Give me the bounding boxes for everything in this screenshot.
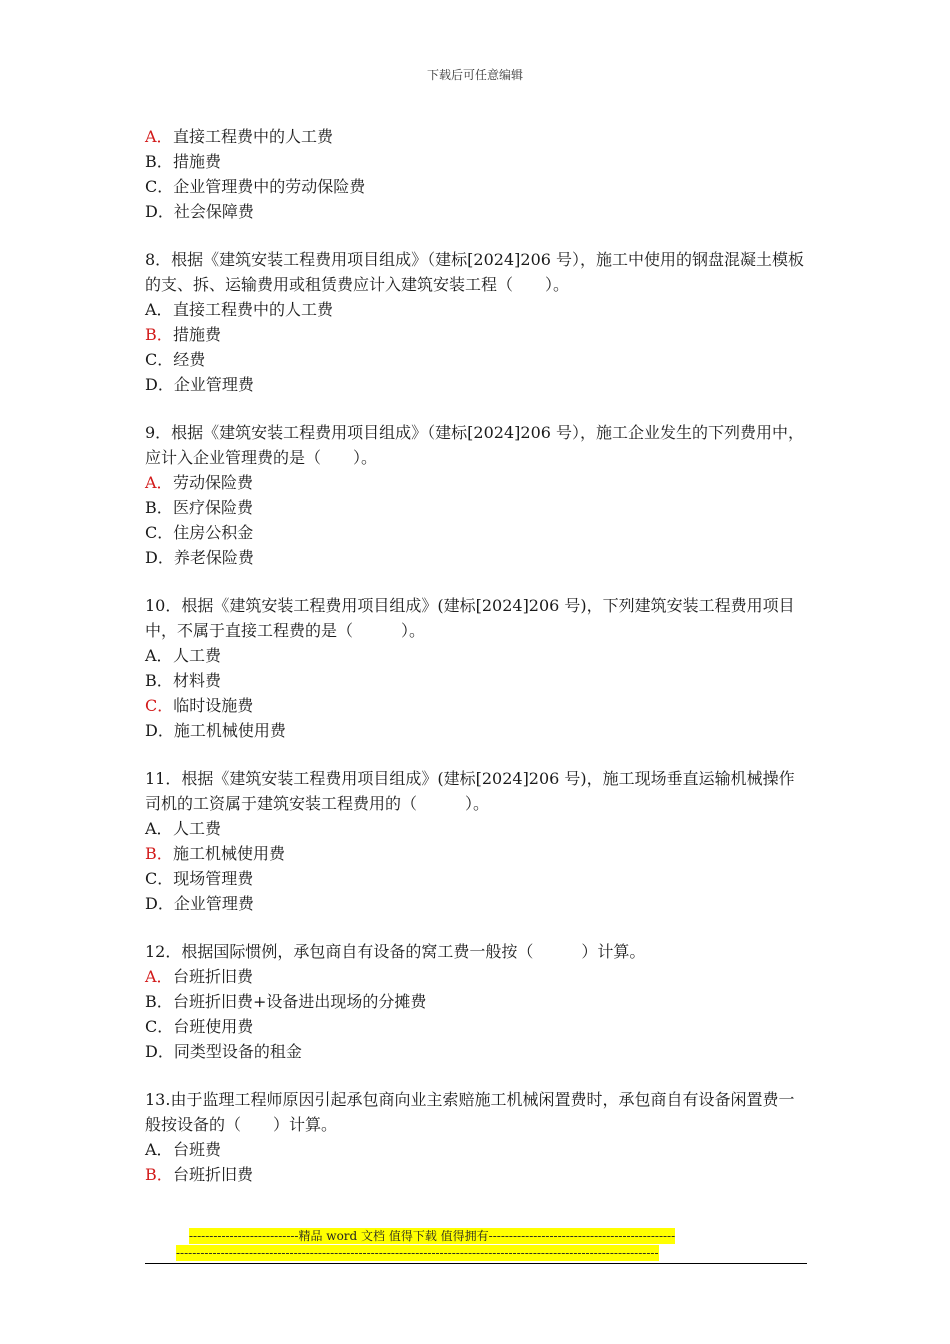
option-c — [145, 174, 807, 199]
option-text: 住房公积金 — [173, 523, 254, 542]
option-letter: B． — [145, 671, 173, 690]
footer-banner-line-2: ----------------------------------------------------------------------------------------------------------------------- — [176, 1246, 659, 1260]
option-b — [145, 1162, 807, 1187]
option-d — [145, 372, 807, 397]
option-text: 现场管理费 — [173, 869, 254, 888]
option-text: 经费 — [173, 350, 206, 369]
option-text: 台班折旧费 — [173, 967, 254, 986]
option-letter: B． — [145, 152, 173, 171]
footer-divider — [145, 1263, 807, 1264]
option-text: 社会保障费 — [173, 202, 254, 221]
option-text: 劳动保险费 — [173, 473, 254, 492]
option-text: 台班折旧费+设备进出现场的分摊费 — [173, 992, 427, 1011]
option-text: 同类型设备的租金 — [173, 1042, 302, 1061]
question-8 — [145, 247, 807, 397]
option-letter: D． — [145, 548, 174, 567]
option-text: 施工机械使用费 — [173, 721, 286, 740]
question-9 — [145, 420, 807, 570]
option-text: 台班折旧费 — [173, 1165, 254, 1184]
question-stem: 9．根据《建筑安装工程费用项目组成》（建标[2024]206 号），施工企业发生的下列费用中，应计入企业管理费的是（ ）。 — [145, 423, 805, 467]
option-letter: B． — [145, 325, 173, 344]
option-letter: C． — [145, 1017, 174, 1036]
option-b — [145, 668, 807, 693]
option-letter: A． — [145, 127, 173, 146]
option-b — [145, 149, 807, 174]
option-letter: D． — [145, 721, 174, 740]
option-c — [145, 1014, 807, 1039]
option-text: 人工费 — [173, 819, 222, 838]
option-letter: C． — [145, 523, 174, 542]
option-text: 医疗保险费 — [173, 498, 254, 517]
option-text: 人工费 — [173, 646, 222, 665]
option-text: 企业管理费 — [173, 894, 254, 913]
option-c — [145, 520, 807, 545]
option-d — [145, 1039, 807, 1064]
question-11 — [145, 766, 807, 916]
option-text: 台班使用费 — [173, 1017, 254, 1036]
option-a — [145, 470, 807, 495]
option-b — [145, 841, 807, 866]
option-a — [145, 816, 807, 841]
option-d — [145, 891, 807, 916]
option-letter: A． — [145, 967, 173, 986]
option-letter: C． — [145, 869, 174, 888]
option-text: 材料费 — [173, 671, 222, 690]
option-a — [145, 124, 807, 149]
option-letter: B． — [145, 992, 173, 1011]
question-13 — [145, 1087, 807, 1187]
question-stem: 8．根据《建筑安装工程费用项目组成》（建标[2024]206 号），施工中使用的钢盘混凝土模板的支、拆、运输费用或租赁费应计入建筑安装工程（ ）。 — [145, 250, 805, 294]
option-a — [145, 964, 807, 989]
option-text: 企业管理费中的劳动保险费 — [173, 177, 366, 196]
question-stem: 10．根据《建筑安装工程费用项目组成》(建标[2024]206 号)，下列建筑安装工程费用项目中，不属于直接工程费的是（ ）。 — [145, 596, 795, 640]
question-stem: 11．根据《建筑安装工程费用项目组成》(建标[2024]206 号)，施工现场垂直运输机械操作司机的工资属于建筑安装工程费用的（ ）。 — [145, 769, 795, 813]
option-letter: A． — [145, 473, 173, 492]
option-text: 临时设施费 — [173, 696, 254, 715]
option-letter: D． — [145, 202, 174, 221]
option-b — [145, 322, 807, 347]
option-letter: C． — [145, 696, 174, 715]
option-letter: A． — [145, 1140, 173, 1159]
option-letter: A． — [145, 300, 173, 319]
option-letter: A． — [145, 646, 173, 665]
option-d — [145, 545, 807, 570]
option-d — [145, 199, 807, 224]
option-letter: D． — [145, 375, 174, 394]
option-c — [145, 693, 807, 718]
option-text: 措施费 — [173, 325, 222, 344]
option-letter: B． — [145, 498, 173, 517]
option-letter: C． — [145, 177, 174, 196]
option-text: 措施费 — [173, 152, 222, 171]
option-letter: C． — [145, 350, 174, 369]
question-10 — [145, 593, 807, 743]
option-letter: D． — [145, 894, 174, 913]
option-d — [145, 718, 807, 743]
option-b — [145, 495, 807, 520]
option-c — [145, 866, 807, 891]
option-letter: A． — [145, 819, 173, 838]
question-stem: 12．根据国际惯例，承包商自有设备的窝工费一般按（ ）计算。 — [145, 942, 646, 961]
option-letter: B． — [145, 844, 173, 863]
option-c — [145, 347, 807, 372]
option-text: 台班费 — [173, 1140, 222, 1159]
document-body — [145, 124, 807, 1187]
option-letter: B． — [145, 1165, 173, 1184]
partial-question — [145, 124, 807, 224]
option-a — [145, 1137, 807, 1162]
page-header: 下载后可任意编辑 — [426, 68, 523, 82]
option-a — [145, 643, 807, 668]
option-text: 养老保险费 — [173, 548, 254, 567]
option-letter: D． — [145, 1042, 174, 1061]
question-12 — [145, 939, 807, 1064]
option-text: 施工机械使用费 — [173, 844, 286, 863]
question-stem: 13.由于监理工程师原因引起承包商向业主索赔施工机械闲置费时，承包商自有设备闲置费一般按设备的（ ）计算。 — [145, 1090, 795, 1134]
option-a — [145, 297, 807, 322]
option-text: 企业管理费 — [173, 375, 254, 394]
option-text: 直接工程费中的人工费 — [173, 300, 334, 319]
option-b — [145, 989, 807, 1014]
option-text: 直接工程费中的人工费 — [173, 127, 334, 146]
footer-banner-line-1: ---------------------------精品 word 文档 值得下载 值得拥有---------------------------------------------- — [189, 1229, 676, 1243]
